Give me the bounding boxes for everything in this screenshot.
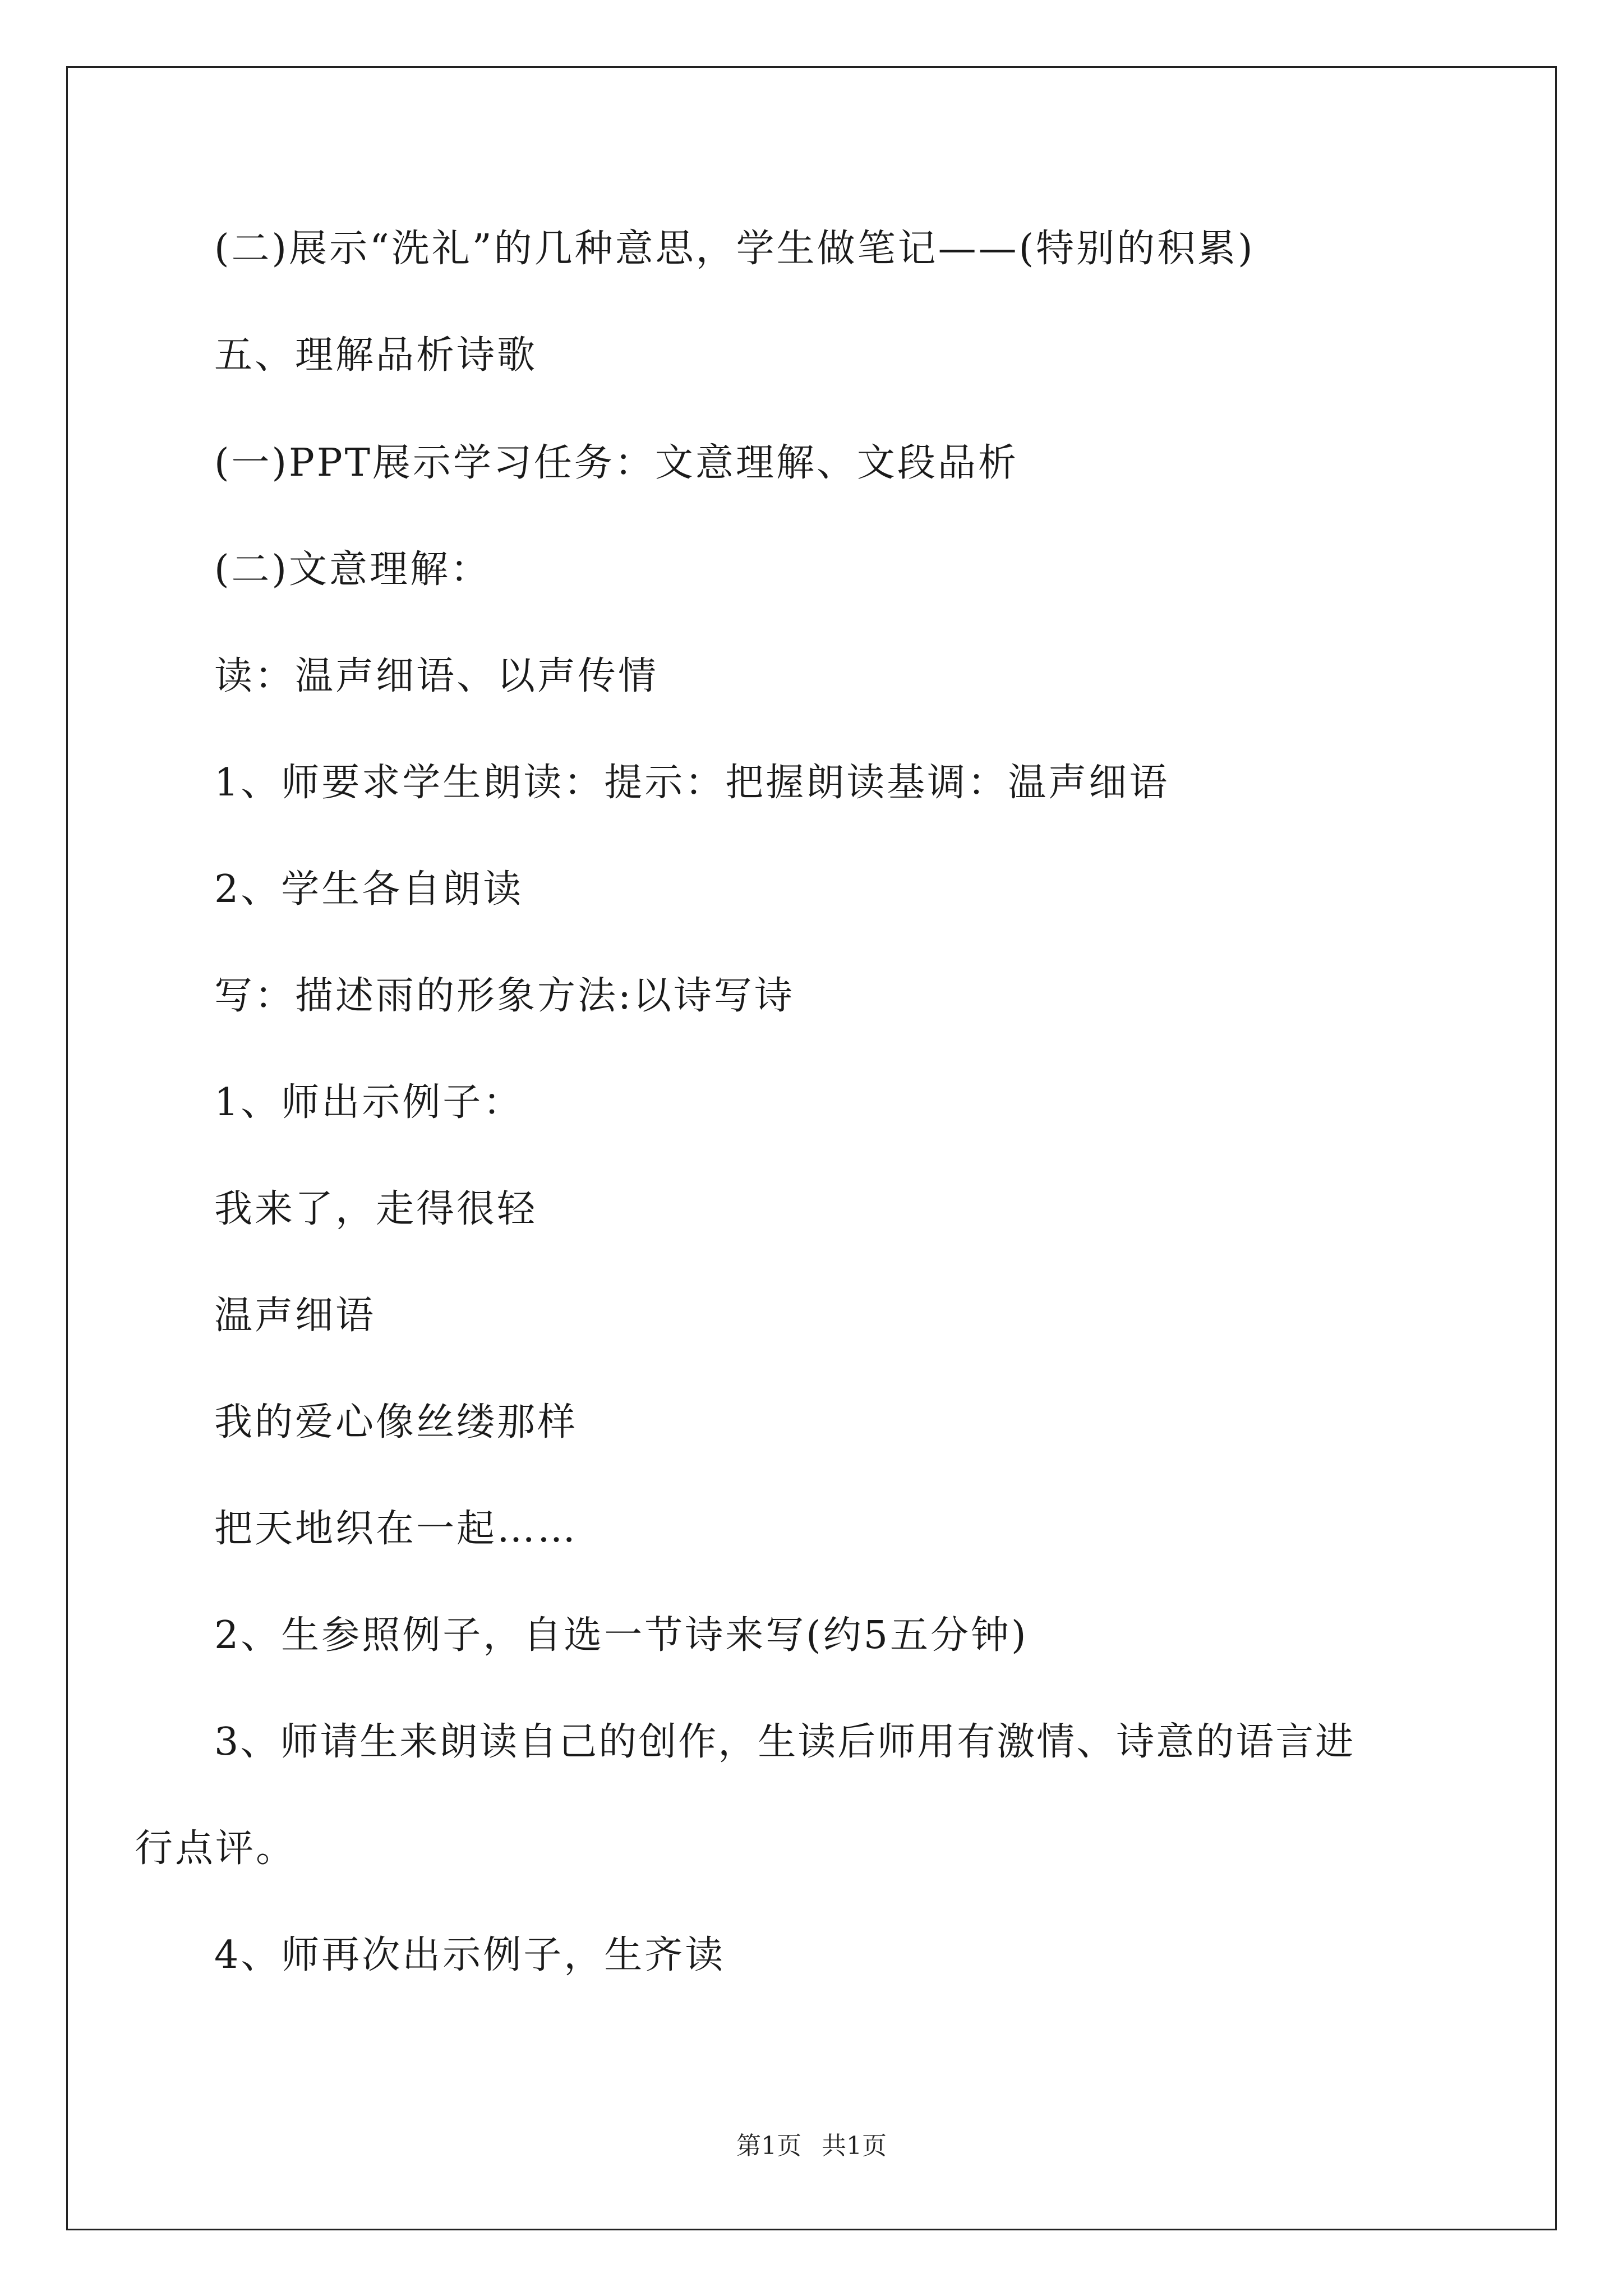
text-line-7: 2、学生各自朗读 bbox=[214, 867, 524, 912]
text-line-9: 1、师出示例子： bbox=[214, 1080, 524, 1125]
text-line-8: 写：描述雨的形象方法:以诗写诗 bbox=[214, 974, 795, 1018]
text-line-4: (二)文意理解： bbox=[214, 547, 491, 592]
text-line-15-continued: 行点评。 bbox=[135, 1826, 297, 1871]
text-line-14: 2、生参照例子，自选一节诗来写(约5五分钟) bbox=[214, 1613, 1029, 1658]
text-line-6: 1、师要求学生朗读：提示：把握朗读基调：温声细语 bbox=[214, 761, 1170, 805]
page-total: 共1页 bbox=[822, 2132, 887, 2160]
text-line-5: 读：温声细语、以声传情 bbox=[214, 654, 659, 698]
poem-line-2: 温声细语 bbox=[214, 1294, 376, 1338]
text-line-1: (二)展示“洗礼”的几种意思，学生做笔记——(特别的积累) bbox=[214, 227, 1255, 271]
poem-line-3: 我的爱心像丝缕那样 bbox=[214, 1400, 578, 1444]
page-number: 第1页 bbox=[736, 2132, 801, 2160]
poem-line-1: 我来了，走得很轻 bbox=[214, 1187, 538, 1231]
text-line-3: (一)PPT展示学习任务：文意理解、文段品析 bbox=[214, 441, 1018, 485]
text-line-15: 3、师请生来朗读自己的创作，生读后师用有激情、诗意的语言进 bbox=[214, 1720, 1355, 1764]
page-border bbox=[66, 66, 1557, 2230]
poem-line-4: 把天地织在一起…… bbox=[214, 1507, 578, 1551]
page-footer bbox=[0, 2134, 1623, 2159]
text-line-17: 4、师再次出示例子，生齐读 bbox=[214, 1933, 726, 1977]
section-heading-5: 五、理解品析诗歌 bbox=[214, 333, 538, 378]
